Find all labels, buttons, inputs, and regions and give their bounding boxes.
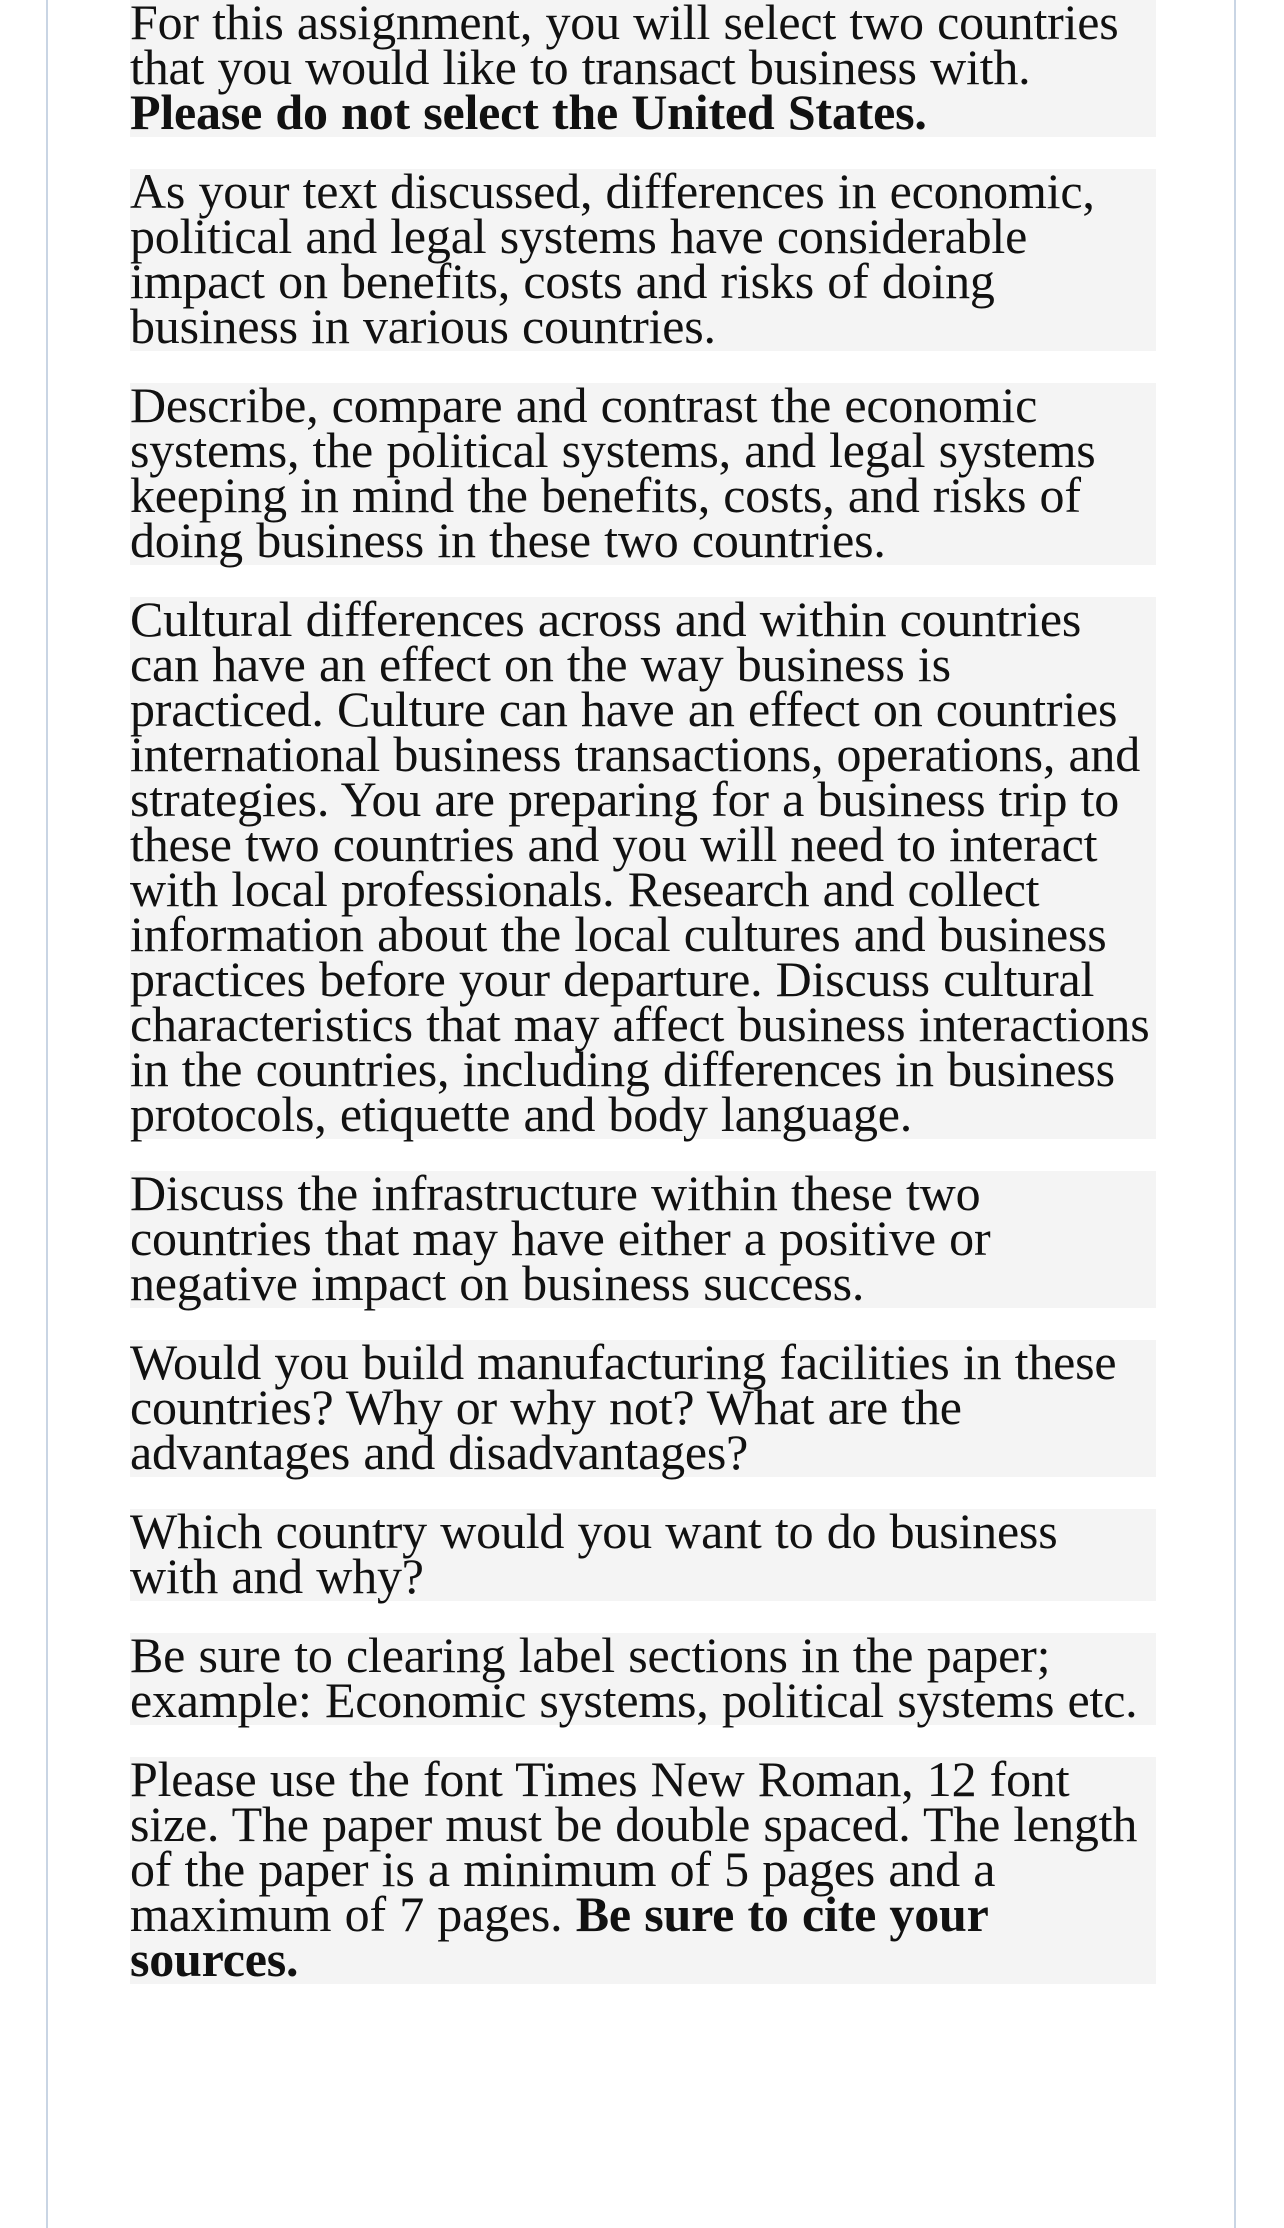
paragraph-cultural-differences (130, 591, 1156, 1142)
paragraph-text-discussed-text: As your text discussed, differences in economic, political and legal systems have considerable impact on benefits, costs and risks of doing business in various countries. (130, 163, 1095, 354)
paragraph-infrastructure (130, 1165, 1156, 1311)
paragraph-label-sections-text: Be sure to clearing label sections in the paper; example: Economic systems, political systems etc. (130, 1627, 1138, 1728)
paragraph-intro-bold: Please do not select the United States. (130, 84, 927, 140)
paragraph-manufacturing-text: Would you build manufacturing facilities in these countries? Why or why not? What are the advantages and disadvantages? (130, 1334, 1117, 1480)
paragraph-describe-systems-text: Describe, compare and contrast the economic systems, the political systems, and legal systems keeping in mind the benefits, costs, and risks of doing business in these two countries. (130, 377, 1096, 568)
paragraph-which-country-text: Which country would you want to do business with and why? (130, 1503, 1058, 1604)
paragraph-text-discussed (130, 163, 1156, 354)
assignment-content (130, 0, 1156, 2016)
paragraph-intro-text: For this assignment, you will select two countries that you would like to transact business with. (130, 0, 1119, 95)
paragraph-cultural-differences-text: Cultural differences across and within countries can have an effect on the way business is practiced. Culture can have an effect on countries international business transactions, operations, and strategies. You are preparing for a business trip to these two countries and you will need to interact with local professionals. Research and collect information about the local cultures and business practices before your departure. Discuss cultural characteristics that may affect business interactions in the countries, including differences in business protocols, etiquette and body language. (130, 591, 1150, 1142)
paragraph-describe-systems (130, 377, 1156, 568)
paragraph-intro (130, 0, 1156, 140)
paragraph-formatting-text: Please use the font Times New Roman, 12 font size. The paper must be double spaced. The length of the paper is a minimum of 5 pages and a maximum of 7 pages. (130, 1751, 1138, 1942)
paragraph-formatting (130, 1751, 1156, 1987)
paragraph-label-sections (130, 1627, 1156, 1728)
paragraph-infrastructure-text: Discuss the infrastructure within these two countries that may have either a positive or negative impact on business success. (130, 1165, 991, 1311)
paragraph-formatting-bold: Be sure to cite your sources. (130, 1886, 988, 1987)
paragraph-manufacturing (130, 1334, 1156, 1480)
paragraph-which-country (130, 1503, 1156, 1604)
